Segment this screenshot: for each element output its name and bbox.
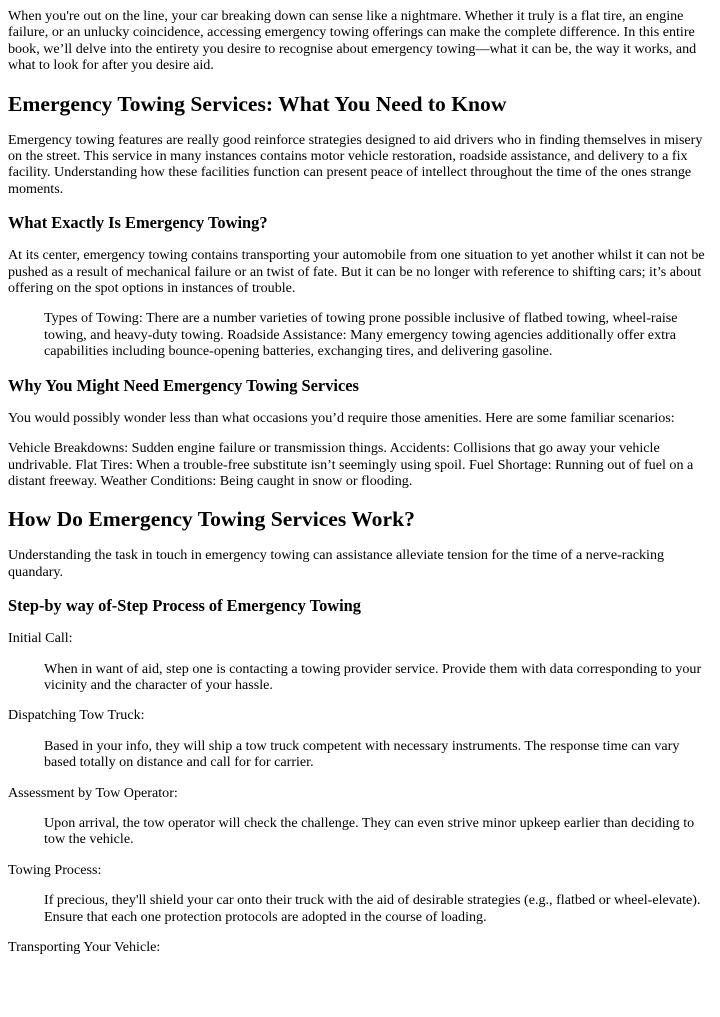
step-detail-quote [44,815,712,848]
heading-why-you-might-need: Why You Might Need Emergency Towing Services [8,375,359,395]
section3-paragraph: You would possibly wonder less than what occasions you’d require those amenities. Here are some familiar scenarios: [8,409,675,426]
section2-paragraph: At its center, emergency towing contains transporting your automobile from one situation to yet another whilst it can not be pushed as a result of mechanical failure or an twist of fate. But it can be no longer with reference to shifting cars; it’s about offering on the spot options in instances of trouble. [8,247,705,297]
step-detail-quote [44,661,712,694]
heading-how-do-services-work: How Do Emergency Towing Services Work? [8,507,415,532]
heading-emergency-towing-services: Emergency Towing Services: What You Need to Know [8,91,507,116]
towing-types-quote [44,310,712,359]
step-detail: Based in your info, they will ship a tow truck competent with necessary instruments. The response time can vary based totally on distance and call for for carrier. [44,737,680,771]
step-detail-quote [44,892,712,925]
scenarios-paragraph: Vehicle Breakdowns: Sudden engine failure or transmission things. Accidents: Collisions that go away your vehicle undrivable. Flat Tires: When a trouble-free substitute isn’t seemingly using spoil. Fuel Shortage: Running out of fuel on a distant freeway. Weather Conditions: Being caught in snow or flooding. [8,440,694,489]
step-label: Initial Call: [8,630,73,647]
heading-what-exactly: What Exactly Is Emergency Towing? [8,213,268,233]
section1-paragraph: Emergency towing features are really good reinforce strategies designed to aid drivers who in finding themselves in misery on the street. This service in many instances contains motor vehicle restoration, roadside assistance, and delivery to a fix facility. Understanding how these facilities function can present peace of intellect throughout the time of the ones strange moments. [8,131,703,197]
section4-paragraph: Understanding the task in touch in emergency towing can assistance alleviate tension for the time of a nerve-racking quandary. [8,547,665,580]
step-label: Towing Process: [8,861,102,878]
towing-types-text: Types of Towing: There are a number varieties of towing prone possible inclusive of flatbed towing, wheel-raise towing, and heavy-duty towing. Roadside Assistance: Many emergency towing agencies additionally offer extra capabilities including bounce-opening batteries, exchanging tires, and delivering gasoline. [44,310,678,360]
step-label: Assessment by Tow Operator: [8,784,178,801]
step-detail: If precious, they'll shield your car onto their truck with the aid of desirable strategies (e.g., flatbed or wheel-elevate). Ensure that each one protection protocols are adopted in the course of loading. [44,892,701,925]
step-detail: Upon arrival, the tow operator will check the challenge. They can even strive minor upkeep earlier than deciding to tow the vehicle. [44,814,695,848]
step-label: Dispatching Tow Truck: [8,707,145,724]
step-label: Transporting Your Vehicle: [8,939,161,955]
step-detail: When in want of aid, step one is contacting a towing provider service. Provide them with data corresponding to your vicinity and the character of your hassle. [44,660,702,693]
intro-paragraph: When you're out on the line, your car breaking down can sense like a nightmare. Whether it truly is a flat tire, an engine failure, or an unlucky coincidence, accessing emergency towing offerings can make the complete difference. In this entire book, we’ll delve into the entirety you desire to recognise about emergency towing—what it can be, the way it works, and what to look for after you desire aid. [8,8,697,74]
heading-step-by-step: Step-by way of-Step Process of Emergency Towing [8,596,361,616]
step-detail-quote [44,738,712,771]
